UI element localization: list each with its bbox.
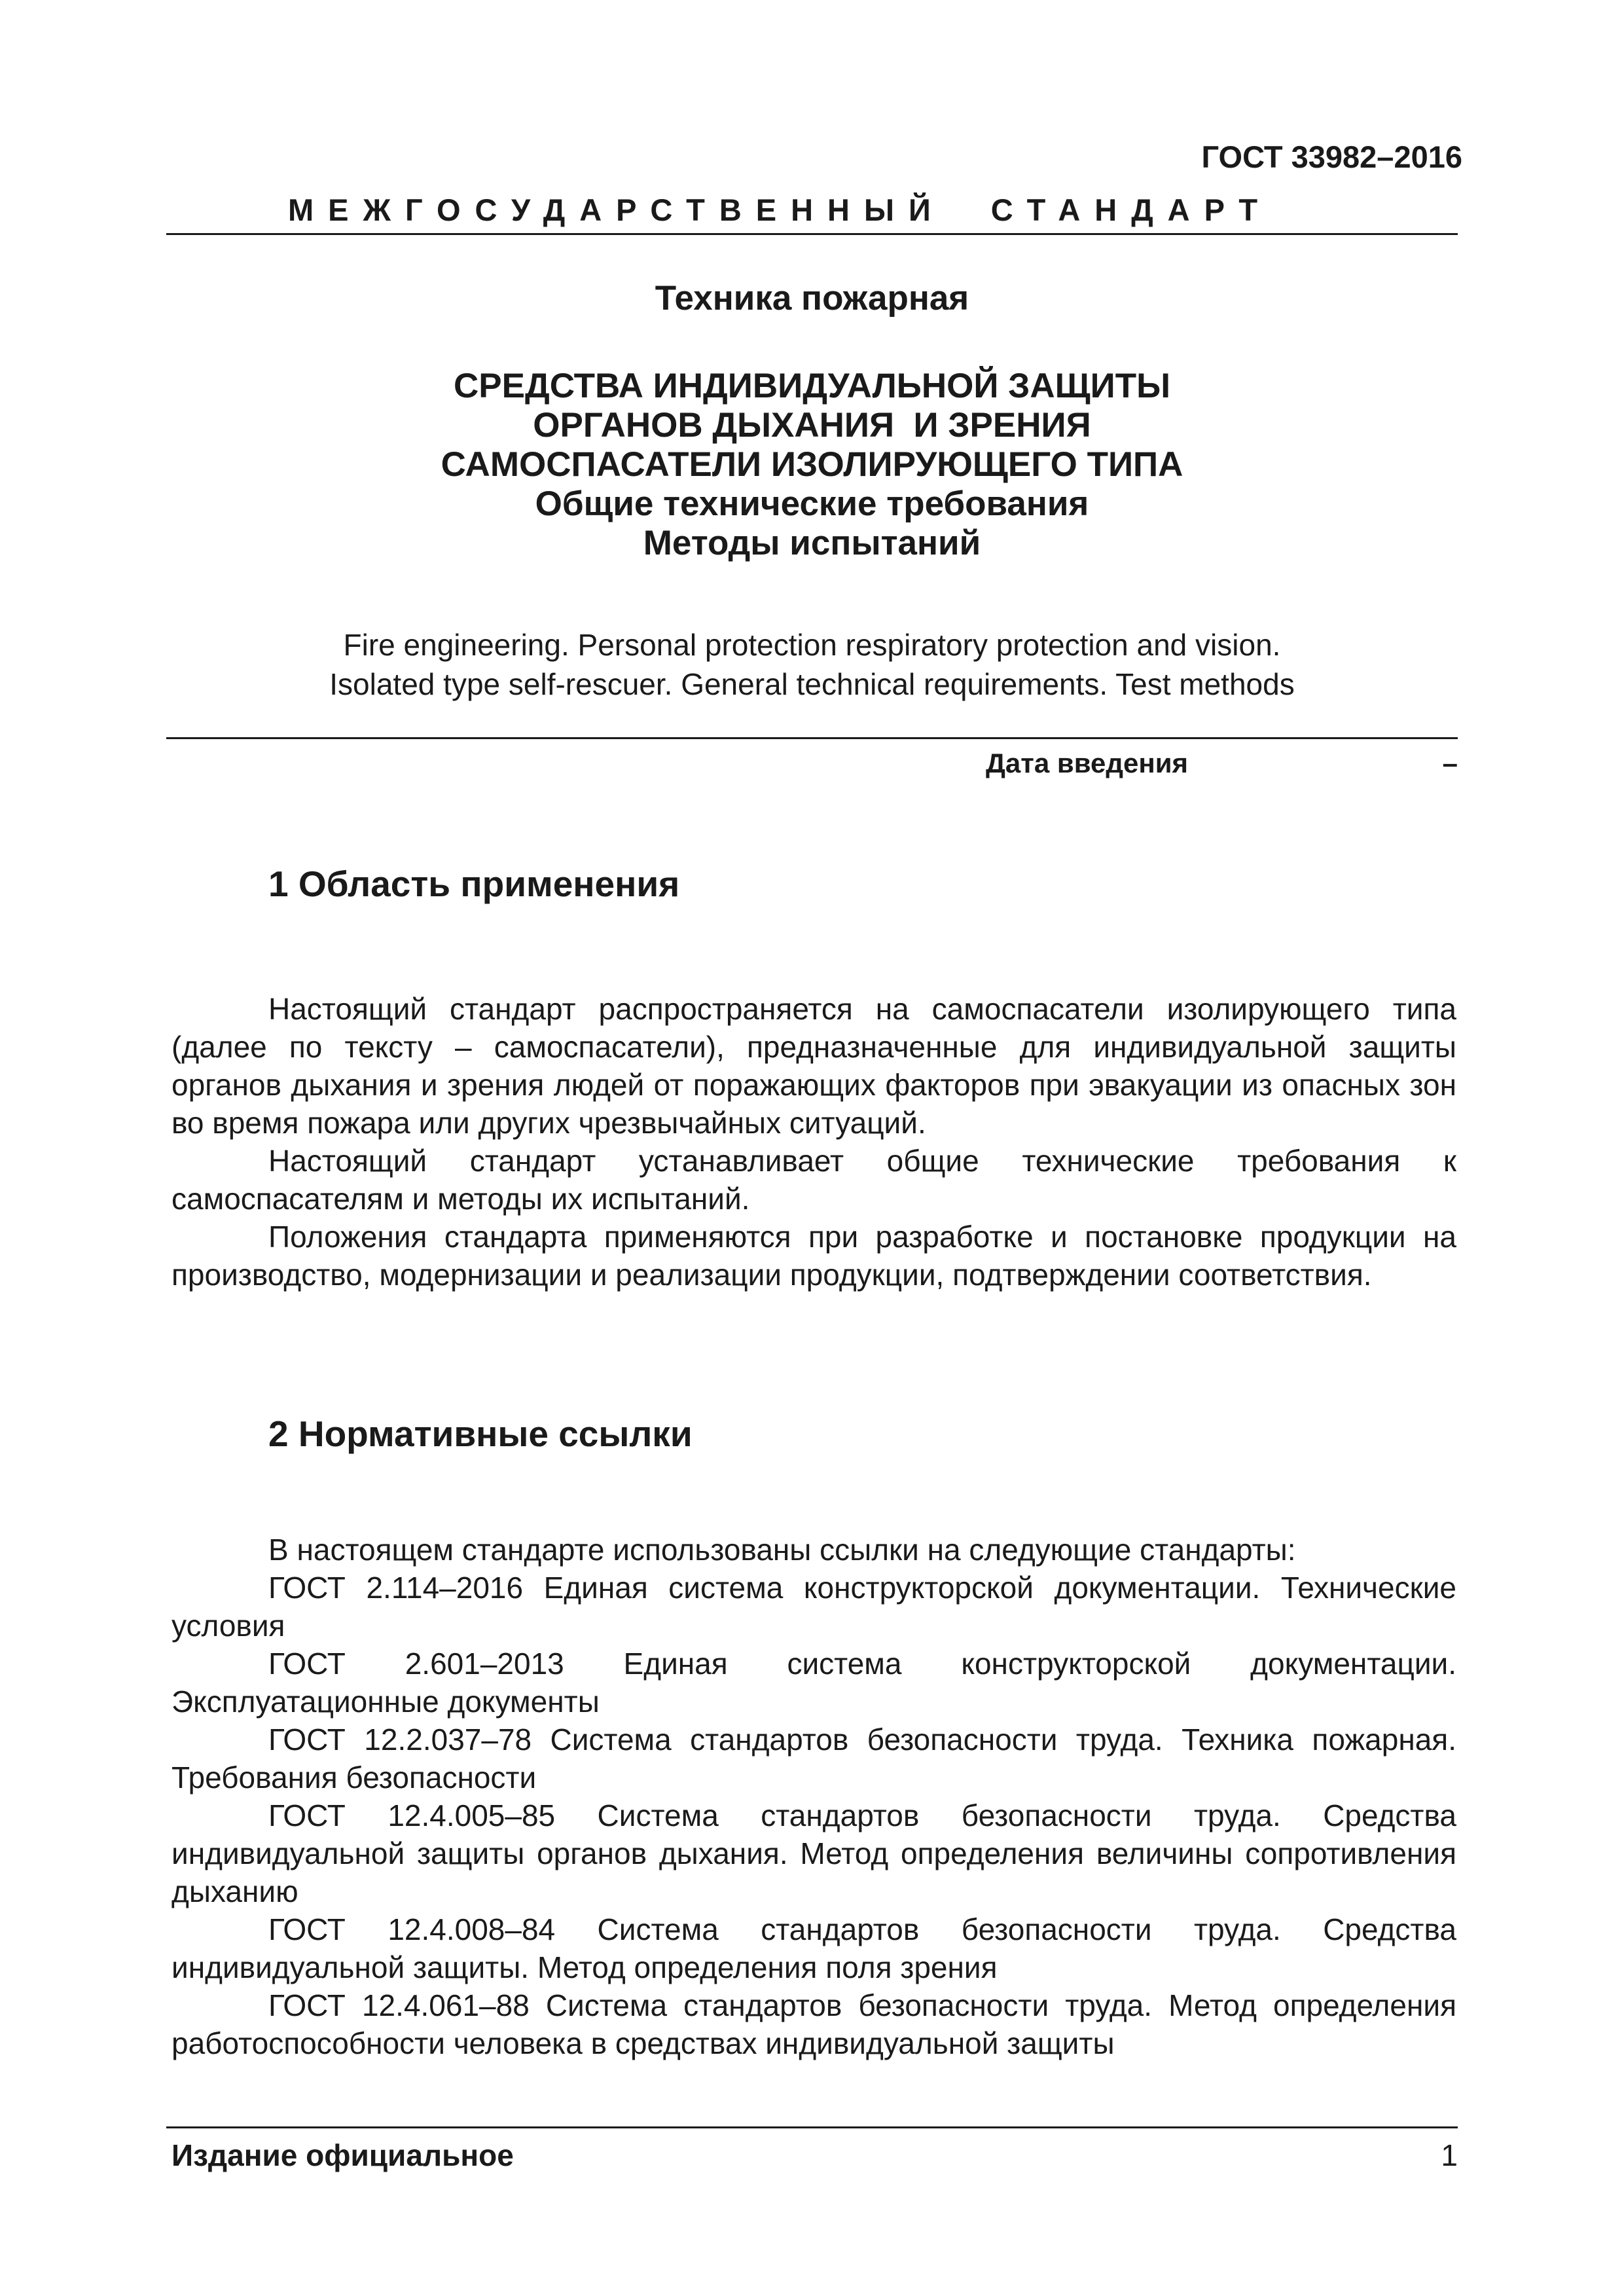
- english-title: [0, 625, 1624, 704]
- title-line: ОРГАНОВ ДЫХАНИЯ И ЗРЕНИЯ: [533, 406, 1091, 445]
- standard-category: Техника пожарная: [655, 279, 969, 318]
- title-line: САМОСПАСАТЕЛИ ИЗОЛИРУЮЩЕГО ТИПА: [441, 445, 1183, 484]
- section-2-body: [171, 1531, 1456, 2062]
- paragraph: Настоящий стандарт распространяется на самоспасатели изолирующего типа (далее по тексту – самоспасатели), предназначенные для индивидуальной защиты органов дыхания и зрения людей от поражающих факторов при эвакуации из опасных зон во время пожара или других чрезвычайных ситуаций.: [171, 992, 1456, 1140]
- intro-date-value: –: [1442, 748, 1458, 778]
- english-title-line: Isolated type self-rescuer. General technical requirements. Test methods: [329, 667, 1295, 701]
- reference-item: ГОСТ 12.4.005–85 Система стандартов безопасности труда. Средства индивидуальной защиты органов дыхания. Метод определения величины сопротивления дыханию: [171, 1798, 1456, 1908]
- title-line: Общие технические требования: [535, 484, 1089, 523]
- gost-number: ГОСТ 33982–2016: [1201, 139, 1462, 174]
- paragraph: Положения стандарта применяются при разработке и постановке продукции на производство, модернизации и реализации продукции, подтверждении соответствия.: [171, 1220, 1456, 1292]
- header-rule: [166, 233, 1458, 235]
- reference-item: ГОСТ 12.2.037–78 Система стандартов безопасности труда. Техника пожарная. Требования безопасности: [171, 1722, 1456, 1795]
- official-edition-label: Издание официальное: [171, 2138, 514, 2172]
- reference-item: ГОСТ 12.4.008–84 Система стандартов безопасности труда. Средства индивидуальной защиты. Метод определения поля зрения: [171, 1912, 1456, 1984]
- title-rule: [166, 737, 1458, 739]
- reference-item: ГОСТ 2.601–2013 Единая система конструкторской документации. Эксплуатационные документы: [171, 1647, 1456, 1719]
- standard-word: СТАНДАРТ: [990, 192, 1272, 227]
- english-title-line: Fire engineering. Personal protection respiratory protection and vision.: [343, 628, 1281, 662]
- paragraph: Настоящий стандарт устанавливает общие технические требования к самоспасателям и методы их испытаний.: [171, 1144, 1456, 1216]
- paragraph: В настоящем стандарте использованы ссылки на следующие стандарты:: [268, 1533, 1296, 1567]
- interstate-word: МЕЖГОСУДАРСТВЕННЫЙ: [288, 192, 945, 227]
- title-line: Методы испытаний: [643, 524, 981, 562]
- title-line: СРЕДСТВА ИНДИВИДУАЛЬНОЙ ЗАЩИТЫ: [453, 367, 1171, 405]
- reference-item: ГОСТ 2.114–2016 Единая система конструкторской документации. Технические условия: [171, 1571, 1456, 1643]
- section-2-heading: 2 Нормативные ссылки: [268, 1413, 693, 1454]
- intro-date-label: Дата введения: [986, 748, 1189, 778]
- page-number: 1: [1441, 2138, 1458, 2172]
- interstate-standard-label: [288, 192, 1272, 228]
- standard-title: [0, 367, 1624, 563]
- footer-rule: [166, 2126, 1458, 2128]
- reference-item: ГОСТ 12.4.061–88 Система стандартов безопасности труда. Метод определения работоспособности человека в средствах индивидуальной защиты: [171, 1988, 1456, 2060]
- section-1-body: [171, 990, 1456, 1294]
- section-1-heading: 1 Область применения: [268, 864, 680, 904]
